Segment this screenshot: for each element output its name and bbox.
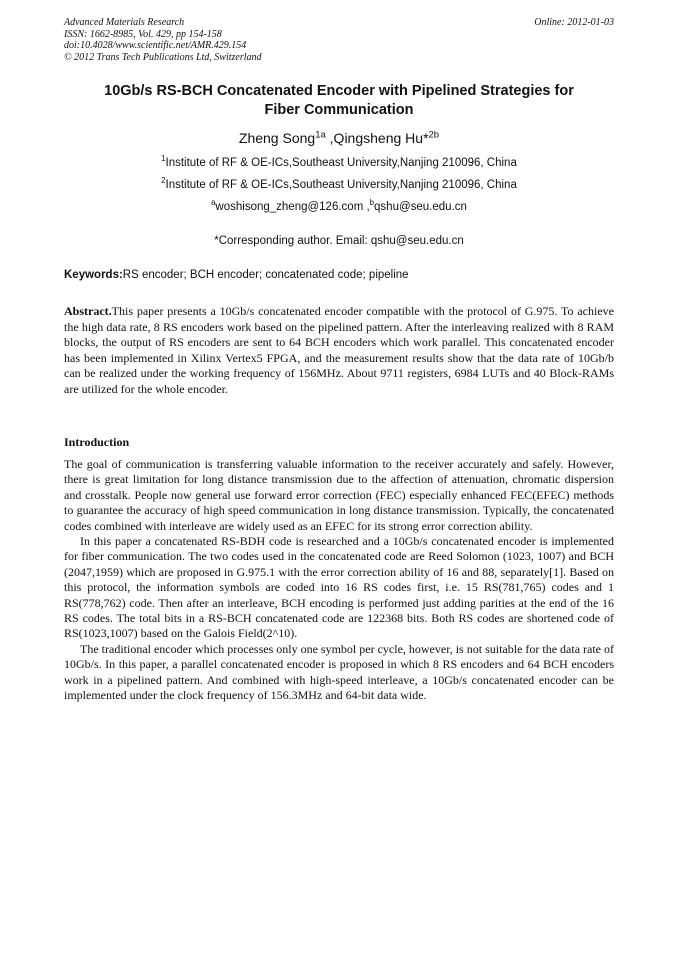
paragraph-2: In this paper a concatenated RS-BDH code is researched and a 10Gb/s concatenated encoder is implemented for fiber communication. The two codes used in the concatenated code are Reed Solomon (1023, 1007) and BCH (2047,1959) which are proposed in G.975.1 with the error correction ability of 16 and 88, separately[1]. Based on this protocol, the information symbols are coded into 16 RS codes first, i.e. 15 RS(781,765) codes and 1 RS(778,762) code. Then after an interleave, BCH encoding is performed just adding parities at the end of the 16 RS codes. The total bits in a RS-BCH concatenated code are 122368 bits. Both RS codes are shortened code of RS(1023,1007) based on the Galois Field(2^10). <box>64 534 614 641</box>
affiliation-1 <box>64 156 614 171</box>
author-1-sup: 1a <box>315 129 326 141</box>
title-line-2: Fiber Communication <box>264 102 414 118</box>
keywords-text: RS encoder; BCH encoder; concatenated code; pipeline <box>122 269 409 281</box>
title-line-1: 10Gb/s RS-BCH Concatenated Encoder with Pipelined Strategies for <box>104 83 574 99</box>
paragraph-3: The traditional encoder which processes only one symbol per cycle, however, is not suitable for the data rate of 10Gb/s. In this paper, a parallel concatenated encoder is proposed in which 8 RS encoders and 64 BCH encoders work in a pipelined pattern. And combined with high-speed interleave, a 10Gb/s concatenated encoder can be implemented under the clock frequency of 156.3MHz and 64-bit data wide. <box>64 641 615 703</box>
abstract-label: Abstract. <box>64 304 112 318</box>
author-1: Zheng Song <box>238 130 316 146</box>
copyright-line: © 2012 Trans Tech Publications Ltd, Switzerland <box>64 51 262 63</box>
author-2-sup: 2b <box>428 129 440 141</box>
affiliation-2 <box>64 178 614 193</box>
section-title: Introduction <box>64 435 130 449</box>
abstract <box>64 304 614 397</box>
email-a: woshisong_zheng@126.com , <box>215 201 370 213</box>
affiliation-1-sup: 1 <box>161 154 166 164</box>
email-b: qshu@seu.edu.cn <box>374 201 467 213</box>
paragraph-1: The goal of communication is transferring valuable information to the receiver accurately and safely. However, there is great limitation for long distance transmission due to the affection of attenuation, chromatic dispersion and crosstalk. People now general use forward error correction (FEC) especially enhanced FEC(EFEC) methods to guarantee the accuracy of high speed communication in long distance transmission. Typically, the concatenated codes combined with interleave are widely used as an EFEC for its strong error correction ability. <box>64 457 614 533</box>
email-b-sup: b <box>369 198 375 208</box>
issn-line: ISSN: 1662-8985, Vol. 429, pp 154-158 <box>64 28 222 40</box>
paper-title <box>64 82 614 120</box>
author-2: ,Qingsheng Hu* <box>325 130 429 146</box>
affiliation-1-text: Institute of RF & OE-ICs,Southeast University,Nanjing 210096, China <box>165 157 517 169</box>
online-date: Online: 2012-01-03 <box>534 17 614 28</box>
keywords-label: Keywords: <box>64 269 123 281</box>
journal-header <box>64 17 262 63</box>
affiliation-2-text: Institute of RF & OE-ICs,Southeast University,Nanjing 210096, China <box>165 179 517 191</box>
abstract-text: This paper presents a 10Gb/s concatenated encoder compatible with the protocol of G.975. To achieve the high data rate, 8 RS encoders work based on the pipelined pattern. After the interleaving realized with 8 RAM blocks, the output of RS encoders are sent to 64 BCH encoders which work parallel. This concatenated encoder has been implemented in Xilinx Vertex5 FPGA, and the measurement results show that the data rate of 10Gb/b can be realized under the working frequency of 156MHz. About 9711 registers, 6984 LUTs and 40 Block-RAMs are utilized for the whole encoder. <box>64 304 614 396</box>
affiliation-2-sup: 2 <box>161 176 166 186</box>
keywords <box>64 268 614 283</box>
author-list <box>64 129 614 147</box>
corresponding-author: *Corresponding author. Email: qshu@seu.edu.cn <box>214 235 464 247</box>
doi-line: doi:10.4028/www.scientific.net/AMR.429.154 <box>64 40 247 51</box>
introduction-body <box>64 457 614 704</box>
email-a-sup: a <box>211 198 216 208</box>
author-emails <box>64 200 614 215</box>
journal-name: Advanced Materials Research <box>64 17 185 28</box>
